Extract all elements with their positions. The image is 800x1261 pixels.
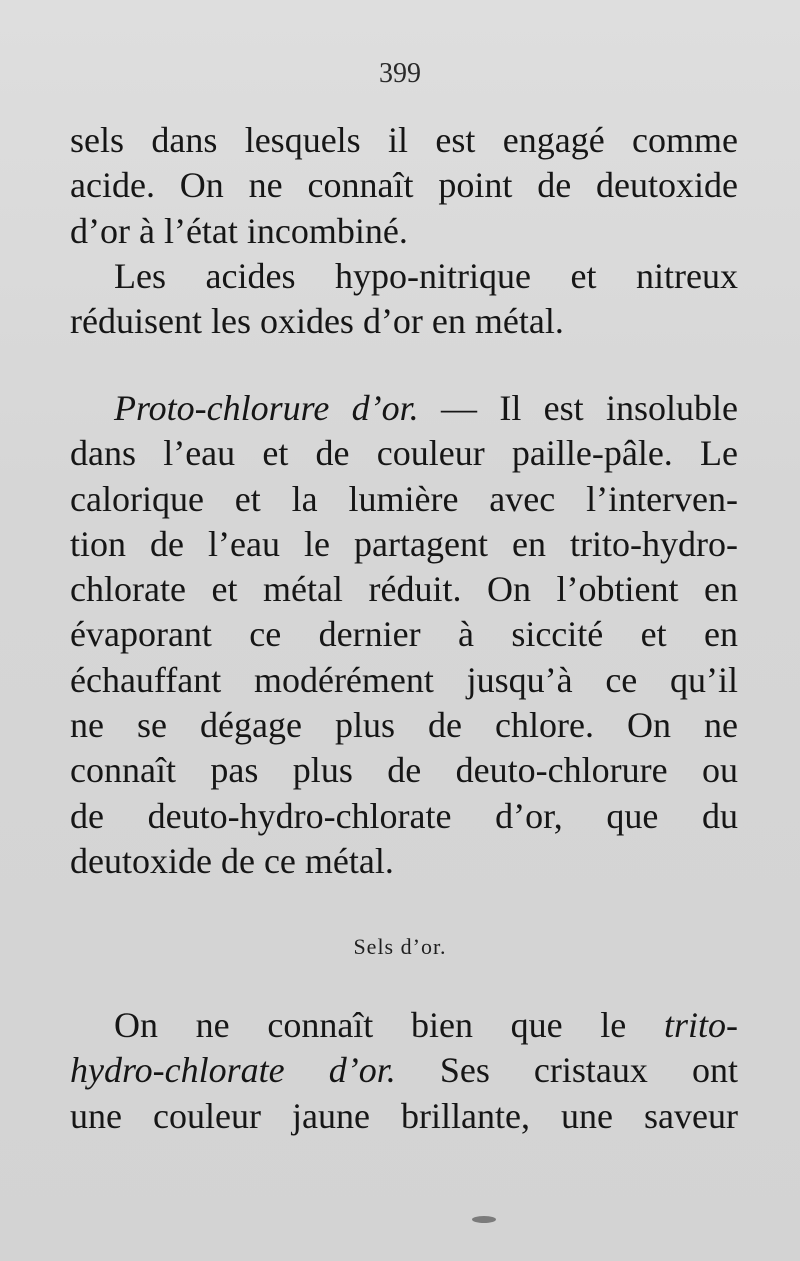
paragraph-sels <box>70 1003 738 1139</box>
text-line: sels dans lesquels il est engagé comme <box>70 120 738 160</box>
italic-term: Proto-chlorure d’or. <box>114 388 419 428</box>
text-line: connaît pas plus de deuto-chlorure ou <box>70 750 738 791</box>
paragraph-2 <box>70 254 738 345</box>
italic-term: hydro-chlorate d’or. <box>70 1050 396 1091</box>
italic-term: trito- <box>663 1005 738 1045</box>
page-number: 399 <box>379 58 421 89</box>
ink-smudge <box>472 1216 496 1223</box>
text-line <box>70 1048 738 1093</box>
paragraph-1 <box>70 118 738 254</box>
text-line: dans l’eau et de couleur paille-pâle. Le <box>70 433 738 474</box>
text-line: Les acides hypo-nitrique et nitreux <box>114 256 738 296</box>
text-line: échauffant modérément jusqu’à ce qu’il <box>70 659 738 700</box>
text-line: chlorate et métal réduit. On l’obtient en <box>70 569 738 610</box>
text-roman: On ne connaît bien que le <box>114 1005 664 1045</box>
text-line: acide. On ne connaît point de deutoxide <box>70 165 738 206</box>
text-line: tion de l’eau le partagent en trito-hydro- <box>70 523 738 564</box>
text-line: une couleur jaune brillante, une saveur <box>70 1095 738 1136</box>
text-line: calorique et la lumière avec l’interven- <box>70 478 738 519</box>
section-heading: Sels d’or. <box>353 934 447 959</box>
text-line: de deuto-hydro-chlorate d’or, que du <box>70 795 738 836</box>
paragraph-proto-chlorure <box>70 386 738 884</box>
text-line <box>70 1003 738 1048</box>
text-line: ne se dégage plus de chlore. On ne <box>70 705 738 746</box>
text-line: évaporant ce dernier à siccité et en <box>70 614 738 655</box>
text-line: deutoxide de ce métal. <box>70 840 394 881</box>
text-line: d’or à l’état incombiné. <box>70 210 408 251</box>
text-line-heading <box>70 386 738 431</box>
text-line: réduisent les oxides d’or en métal. <box>70 301 564 342</box>
text-roman: Ses cristaux ont <box>395 1050 738 1091</box>
text-line-rest: — Il est insoluble <box>418 388 738 428</box>
